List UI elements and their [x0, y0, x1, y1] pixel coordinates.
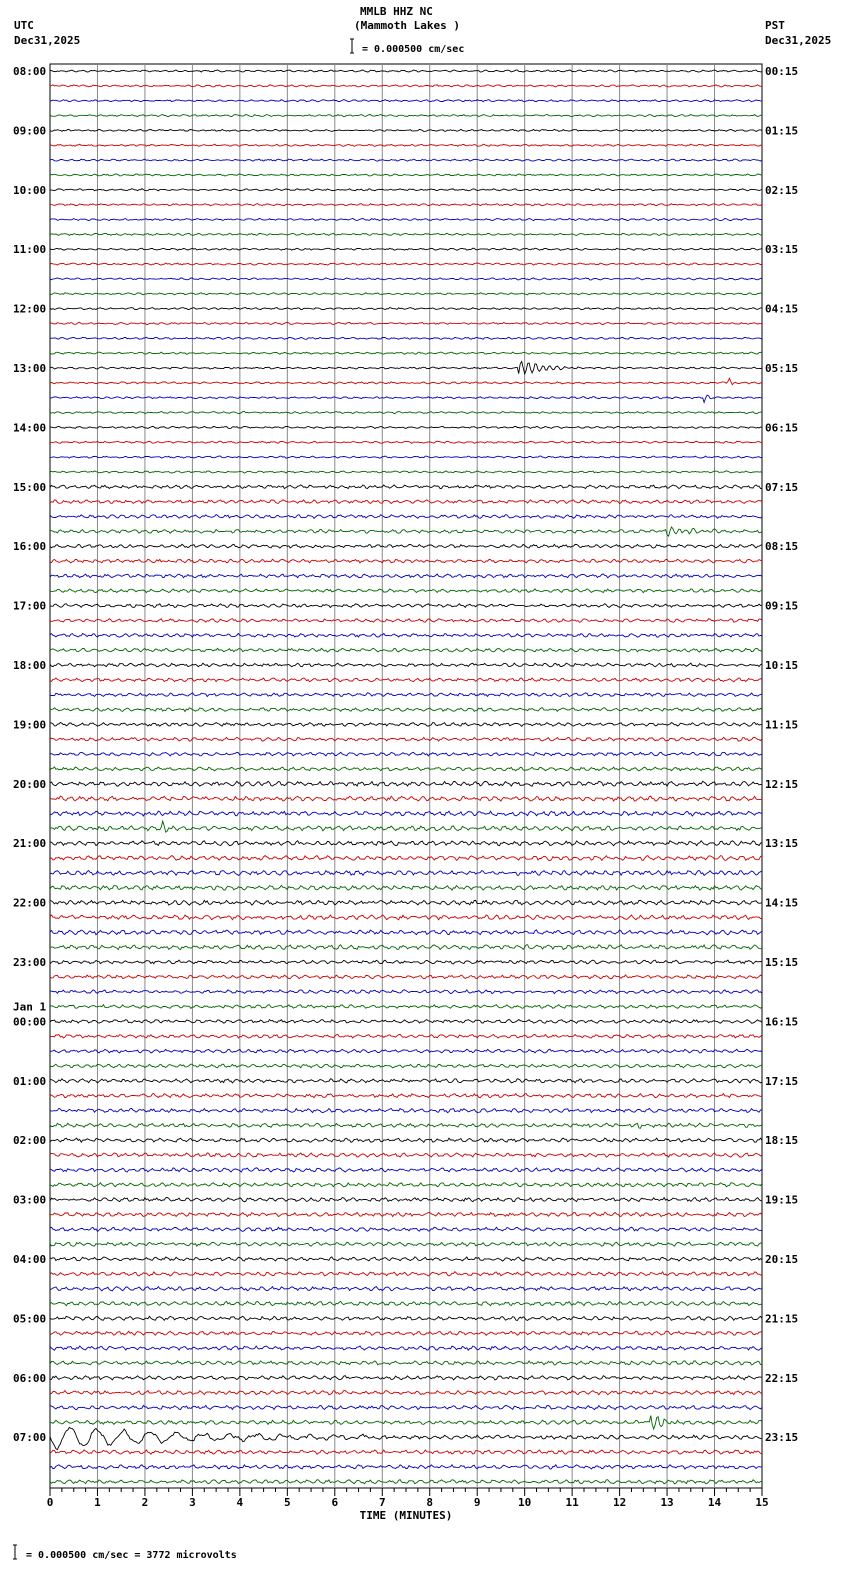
seismic-trace [50, 308, 762, 310]
seismic-trace [50, 204, 762, 206]
seismic-trace [50, 1346, 762, 1350]
utc-hour-label: 00:00 [13, 1015, 47, 1029]
utc-hour-label: 21:00 [13, 837, 47, 851]
seismic-trace [50, 1376, 762, 1380]
seismic-trace [50, 885, 762, 890]
seismic-trace [50, 841, 762, 846]
seismic-trace [50, 604, 762, 608]
seismic-trace [50, 1079, 762, 1083]
seismic-trace [50, 975, 762, 979]
left-date: Dec31,2025 [14, 34, 81, 47]
x-tick-label: 9 [473, 1496, 481, 1509]
utc-hour-label: 13:00 [13, 362, 47, 375]
seismic-trace [50, 559, 762, 563]
seismic-trace [50, 1153, 762, 1157]
pst-hour-label: 19:15 [765, 1193, 799, 1207]
x-tick-label: 10 [518, 1496, 532, 1509]
seismic-trace [50, 1427, 762, 1449]
utc-hour-label: 06:00 [13, 1371, 47, 1385]
seismic-trace [50, 456, 762, 458]
pst-hour-label: 00:15 [765, 65, 799, 78]
pst-hour-label: 18:15 [765, 1134, 799, 1148]
x-tick-label: 11 [565, 1496, 579, 1509]
seismic-trace [50, 1301, 762, 1305]
seismic-trace [50, 293, 762, 295]
seismic-trace [50, 70, 762, 72]
seismic-trace [50, 1287, 762, 1291]
seismic-trace [50, 515, 762, 519]
seismic-trace [50, 362, 762, 374]
pst-hour-label: 12:15 [765, 777, 799, 791]
seismic-trace [50, 189, 762, 191]
x-tick-label: 3 [189, 1496, 196, 1509]
seismic-trace [50, 781, 762, 786]
seismic-trace [50, 1331, 762, 1335]
x-tick-label: 12 [612, 1496, 627, 1509]
utc-hour-label: 05:00 [13, 1312, 47, 1326]
seismic-trace [50, 1212, 762, 1216]
seismic-trace [50, 796, 762, 801]
seismic-trace [50, 1465, 762, 1469]
pst-hour-label: 06:15 [765, 421, 799, 435]
seismic-trace [50, 663, 762, 667]
seismic-trace [50, 144, 762, 146]
seismic-trace [50, 544, 762, 548]
seismic-trace [50, 633, 762, 637]
seismic-trace [50, 500, 762, 504]
seismic-trace [50, 233, 762, 235]
utc-hour-label: 20:00 [13, 777, 47, 791]
seismic-trace [50, 1034, 762, 1038]
seismic-trace [50, 1020, 762, 1024]
x-tick-label: 13 [660, 1496, 674, 1509]
seismic-trace [50, 1391, 762, 1395]
utc-hour-label: 04:00 [13, 1253, 47, 1266]
x-tick-label: 6 [331, 1496, 339, 1509]
seismic-trace [50, 129, 762, 131]
seismic-trace [50, 100, 762, 102]
utc-hour-label: 19:00 [13, 718, 47, 732]
seismic-trace [50, 1123, 762, 1128]
seismic-trace [50, 1138, 762, 1142]
pst-hour-label: 22:15 [765, 1371, 799, 1385]
utc-hour-label: 02:00 [13, 1134, 47, 1148]
x-tick-label: 15 [755, 1496, 769, 1509]
left-time-zone: UTC [14, 19, 34, 32]
utc-hour-label: 09:00 [13, 124, 47, 138]
seismic-trace [50, 248, 762, 250]
seismic-trace [50, 856, 762, 861]
x-axis-title: TIME (MINUTES) [359, 1509, 453, 1522]
footer-scale-label: = 0.000500 cm/sec = 3772 microvolts [26, 1550, 237, 1561]
utc-hour-label: 17:00 [13, 599, 47, 613]
x-tick-label: 5 [284, 1496, 291, 1509]
utc-hour-label: 18:00 [13, 659, 47, 672]
seismic-trace [50, 900, 762, 905]
pst-hour-label: 20:15 [765, 1253, 799, 1266]
utc-hour-label: 07:00 [13, 1431, 47, 1445]
seismic-trace [50, 767, 762, 771]
seismic-trace [50, 1405, 762, 1409]
seismic-trace [50, 1108, 762, 1112]
utc-hour-label: 12:00 [13, 302, 47, 316]
seismic-trace [50, 930, 762, 935]
right-date: Dec31,2025 [765, 34, 832, 47]
seismic-trace [50, 337, 762, 339]
seismic-trace [50, 1272, 762, 1276]
seismic-trace [50, 1005, 762, 1009]
seismic-trace [50, 1183, 762, 1187]
seismic-trace [50, 322, 762, 324]
seismic-trace [50, 693, 762, 697]
x-tick-label: 2 [141, 1496, 149, 1509]
utc-hour-label: 14:00 [13, 421, 47, 435]
seismic-trace [50, 1480, 762, 1484]
seismic-trace [50, 378, 762, 385]
pst-hour-label: 13:15 [765, 837, 799, 851]
utc-hour-label: 11:00 [13, 243, 47, 257]
seismic-trace [50, 1094, 762, 1098]
utc-hour-label: 23:00 [13, 956, 47, 969]
seismic-trace [50, 990, 762, 994]
seismic-trace [50, 218, 762, 220]
seismic-trace [50, 1168, 762, 1172]
seismic-trace [50, 1316, 762, 1320]
right-time-zone: PST [765, 19, 785, 32]
x-tick-label: 4 [236, 1496, 244, 1509]
seismic-trace [50, 821, 762, 832]
seismic-trace [50, 589, 762, 593]
seismic-trace [50, 1416, 762, 1430]
seismic-trace [50, 1198, 762, 1202]
seismic-trace [50, 752, 762, 756]
pst-hour-label: 08:15 [765, 540, 799, 554]
seismic-trace [50, 648, 762, 652]
seismic-trace [50, 708, 762, 712]
seismic-trace [50, 115, 762, 117]
seismic-trace [50, 915, 762, 920]
pst-hour-label: 07:15 [765, 480, 799, 494]
x-tick-label: 1 [94, 1496, 101, 1509]
utc-hour-label: 15:00 [13, 480, 47, 494]
pst-hour-label: 04:15 [765, 302, 799, 316]
seismic-trace [50, 871, 762, 876]
seismic-trace [50, 619, 762, 623]
date-change-label: Jan 1 [13, 1000, 47, 1014]
scale-label: = 0.000500 cm/sec [362, 44, 465, 55]
utc-hour-label: 10:00 [13, 183, 47, 197]
pst-hour-label: 17:15 [765, 1074, 799, 1088]
seismic-trace [50, 471, 762, 473]
x-tick-label: 8 [426, 1496, 434, 1509]
utc-hour-label: 22:00 [13, 896, 47, 910]
station-title: MMLB HHZ NC [360, 5, 433, 18]
seismic-trace [50, 1257, 762, 1261]
seismic-trace [50, 395, 762, 402]
seismic-trace [50, 485, 762, 489]
pst-hour-label: 05:15 [765, 362, 799, 375]
pst-hour-label: 14:15 [765, 896, 799, 910]
pst-hour-label: 10:15 [765, 659, 799, 672]
x-tick-label: 14 [707, 1496, 722, 1509]
utc-hour-label: 08:00 [13, 65, 47, 78]
pst-hour-label: 09:15 [765, 599, 799, 613]
seismic-trace [50, 174, 762, 176]
x-tick-label: 0 [46, 1496, 54, 1509]
seismic-trace [50, 159, 762, 161]
seismic-trace [50, 426, 762, 428]
pst-hour-label: 02:15 [765, 183, 799, 197]
seismic-trace [50, 945, 762, 950]
pst-hour-label: 03:15 [765, 243, 799, 257]
seismic-trace [50, 278, 762, 280]
seismic-trace [50, 352, 762, 354]
seismic-trace [50, 960, 762, 964]
seismic-trace [50, 1242, 762, 1246]
x-tick-label: 7 [378, 1496, 386, 1509]
seismic-trace [50, 85, 762, 87]
utc-hour-label: 03:00 [13, 1193, 47, 1207]
seismic-trace [50, 723, 762, 727]
pst-hour-label: 01:15 [765, 124, 799, 138]
utc-hour-label: 16:00 [13, 540, 47, 554]
pst-hour-label: 23:15 [765, 1431, 799, 1445]
seismic-trace [50, 441, 762, 443]
pst-hour-label: 16:15 [765, 1015, 799, 1029]
pst-hour-label: 15:15 [765, 956, 799, 969]
seismic-trace [50, 412, 762, 414]
seismic-trace [50, 1064, 762, 1068]
seismic-trace [50, 263, 762, 265]
location-title: (Mammoth Lakes ) [354, 19, 460, 32]
utc-hour-label: 01:00 [13, 1074, 47, 1088]
seismic-trace [50, 574, 762, 578]
seismic-trace [50, 527, 762, 536]
seismic-trace [50, 811, 762, 816]
seismic-trace [50, 1227, 762, 1231]
seismic-trace [50, 1361, 762, 1365]
pst-hour-label: 11:15 [765, 718, 799, 732]
pst-hour-label: 21:15 [765, 1312, 799, 1326]
seismic-trace [50, 1049, 762, 1053]
seismic-trace [50, 678, 762, 682]
seismic-trace [50, 737, 762, 741]
seismic-trace [50, 1450, 762, 1454]
